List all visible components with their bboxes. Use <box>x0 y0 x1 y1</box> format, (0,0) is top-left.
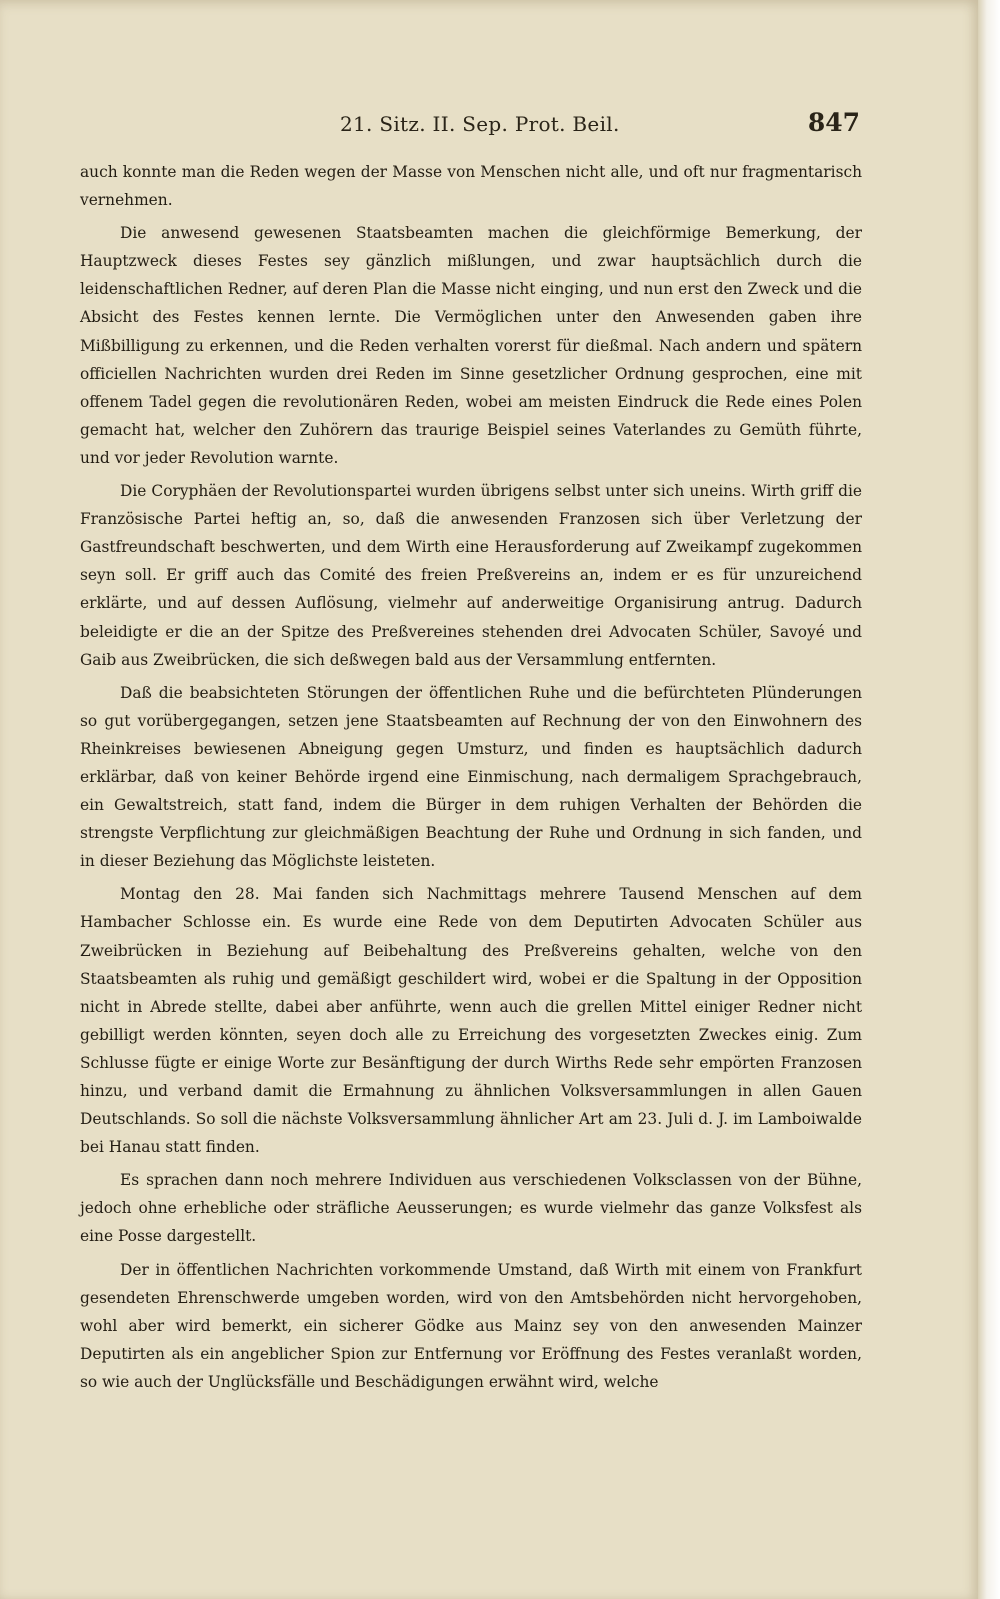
paragraph: auch konnte man die Reden wegen der Masse von Menschen nicht alle, und oft nur fragmentarisch vernehmen. <box>80 163 862 210</box>
paragraph: Es sprachen dann noch mehrere Individuen aus verschiedenen Volksclassen von der Bühne, jedoch ohne erhebliche oder sträfliche Aeusserungen; es wurde vielmehr das ganze Volksfest als eine Posse dargestellt. <box>80 1171 862 1246</box>
paragraph: Die Coryphäen der Revolutionspartei wurden übrigens selbst unter sich uneins. Wirth griff die Französische Partei heftig an, so, daß die anwesenden Franzosen sich über Verletzung der Gastfreundschaft beschwerten, und dem Wirth eine Herausforderung auf Zweikampf zugekommen seyn soll. Er griff auch das Comité des freien Preßvereins an, indem er es für unzureichend erklärte, und auf dessen Auflösung, vielmehr auf anderweitige Organisirung antrug. Dadurch beleidigte er die an der Spitze des Preßvereines stehenden drei Advocaten Schüler, Savoyé und Gaib aus Zweibrücken, die sich deßwegen bald aus der Versammlung entfernten. <box>80 482 862 669</box>
body-text <box>80 158 862 1401</box>
paragraph: Der in öffentlichen Nachrichten vorkommende Umstand, daß Wirth mit einem von Frankfurt gesendeten Ehrenschwerde umgeben worden, wird von den Amtsbehörden nicht hervorgehoben, wohl aber wird bemerkt, ein sicherer Gödke aus Mainz sey von den anwesenden Mainzer Deputirten als ein angeblicher Spion zur Entfernung vor Eröffnung des Festes veranlaßt worden, so wie auch der Unglücksfälle und Beschädigungen erwähnt wird, welche <box>80 1260 862 1391</box>
page-number: 847 <box>807 108 860 137</box>
paragraph: Die anwesend gewesenen Staatsbeamten machen die gleichförmige Bemerkung, der Hauptzweck dieses Festes sey gänzlich mißlungen, und zwar hauptsächlich durch die leidenschaftlichen Redner, auf deren Plan die Masse nicht einging, und nun erst den Zweck und die Absicht des Festes kennen lernte. Die Vermöglichen unter den Anwesenden gaben ihre Mißbilligung zu erkennen, und die Reden verhalten vorerst für dießmal. Nach andern und spätern officiellen Nachrichten wurden drei Reden im Sinne gesetzlicher Ordnung gesprochen, eine mit offenem Tadel gegen die revolutionären Reden, wobei am meisten Eindruck die Rede eines Polen gemacht hat, welcher den Zuhörern das traurige Beispiel seines Vaterlandes zu Gemüth führte, und vor jeder Revolution warnte. <box>80 224 862 467</box>
page-header <box>80 108 860 142</box>
paragraph: Daß die beabsichteten Störungen der öffentlichen Ruhe und die befürchteten Plünderungen so gut vorübergegangen, setzen jene Staatsbeamten auf Rechnung der von den Einwohnern des Rheinkreises bewiesenen Abneigung gegen Umsturz, und finden es hauptsächlich dadurch erklärbar, daß von keiner Behörde irgend eine Einmischung, nach dermaligem Sprachgebrauch, ein Gewaltstreich, statt fand, indem die Bürger in dem ruhigen Verhalten der Behörden die strengste Verpflichtung zur gleichmäßigen Beachtung der Ruhe und Ordnung in sich fanden, und in dieser Beziehung das Möglichste leisteten. <box>80 683 862 871</box>
paragraph: Montag den 28. Mai fanden sich Nachmittags mehrere Tausend Menschen auf dem Hambacher Schlosse ein. Es wurde eine Rede von dem Deputirten Advocaten Schüler aus Zweibrücken in Beziehung auf Beibehaltung des Preßvereins gehalten, welche von den Staatsbeamten als ruhig und gemäßigt geschildert wird, wobei er die Spaltung in der Opposition nicht in Abrede stellte, dabei aber anführte, wenn auch die grellen Mittel einiger Redner nicht gebilligt werden könnten, seyen doch alle zu Erreichung des vorgesetzten Zweckes einig. Zum Schlusse fügte er einige Worte zur Besänftigung der durch Wirths Rede sehr empörten Franzosen hinzu, und verband damit die Ermahnung zu ähnlichen Volksversammlungen in allen Gauen Deutschlands. So soll die nächste Volksversammlung ähnlicher Art am 23. Juli d. J. im Lamboiwalde bei Hanau statt finden. <box>80 885 862 1157</box>
running-head: 21. Sitz. II. Sep. Prot. Beil. <box>340 112 620 136</box>
page-edge <box>978 0 1000 1599</box>
